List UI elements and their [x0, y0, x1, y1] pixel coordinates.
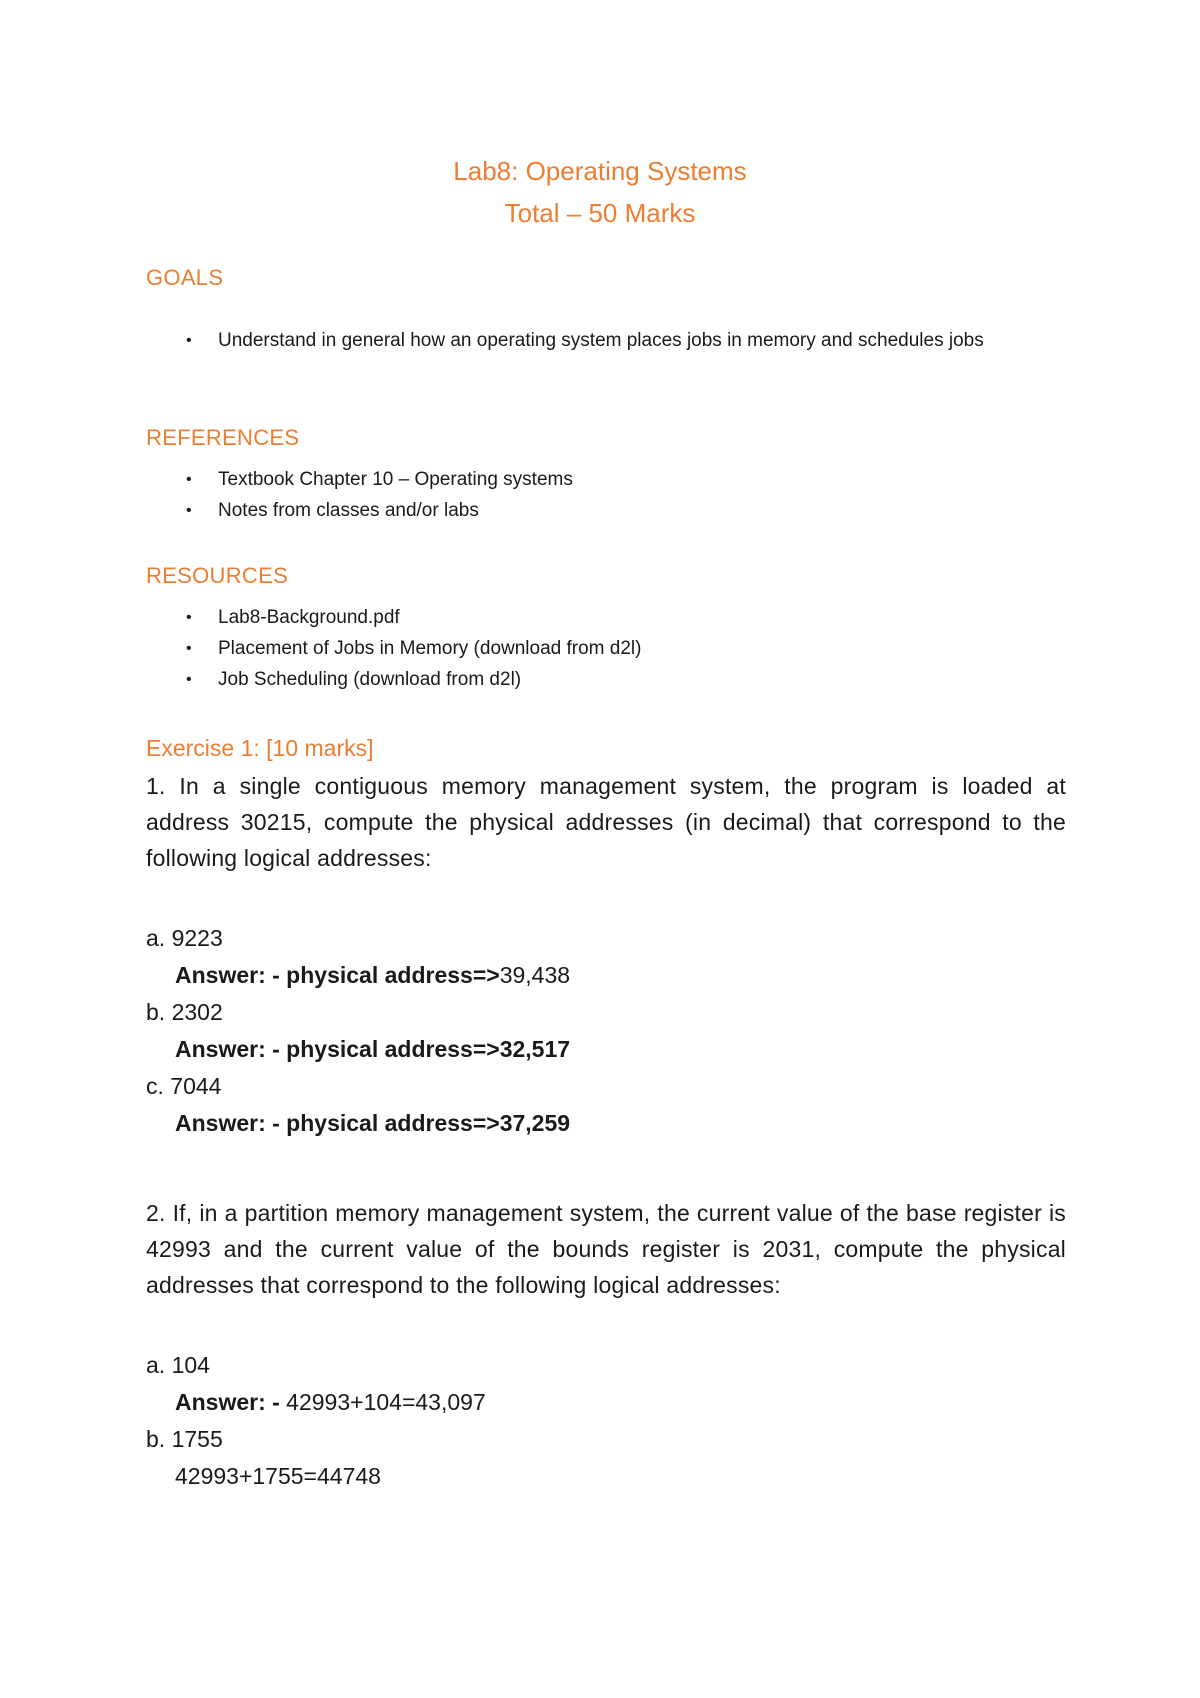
- list-item-text: Understand in general how an operating system places jobs in memory and schedules jobs: [218, 330, 984, 351]
- list-item-text: Lab8-Background.pdf: [218, 607, 400, 628]
- bullet-icon: •: [186, 471, 192, 488]
- question-1-text: 1. In a single contiguous memory management system, the program is loaded at address 30215, compute the physical addresses (in decimal) that correspond to the following logical addresses:: [146, 773, 1066, 871]
- answer-value: 37,259: [499, 1110, 571, 1136]
- document-subtitle: Total – 50 Marks: [504, 198, 696, 228]
- q1-item-c-label: c. 7044: [146, 1073, 222, 1099]
- list-item-text: Textbook Chapter 10 – Operating systems: [218, 469, 573, 490]
- list-item: [146, 464, 1086, 495]
- q2-item-a-answer: [175, 1389, 486, 1416]
- answer-prefix: Answer: - physical address=>: [175, 1036, 500, 1062]
- list-item-text: Placement of Jobs in Memory (download from d2l): [218, 638, 642, 659]
- question-2-text: 2. If, in a partition memory management system, the current value of the base register is 42993 and the current value of the bounds register is 2031, compute the physical addresses that correspond to the following logical addresses:: [146, 1200, 1066, 1298]
- q1-item-a-answer: [175, 962, 570, 989]
- references-heading: REFERENCES: [146, 425, 300, 450]
- bullet-icon: •: [186, 671, 192, 688]
- references-list: [146, 464, 1086, 526]
- q1-item-a-label: a. 9223: [146, 925, 223, 951]
- bullet-icon: •: [186, 609, 192, 626]
- list-item-text: Job Scheduling (download from d2l): [218, 669, 522, 690]
- list-item: [146, 495, 1086, 526]
- q1-item-c-answer: [175, 1110, 570, 1137]
- list-item: [146, 664, 1086, 695]
- document-title: Lab8: Operating Systems: [453, 156, 747, 186]
- answer-value: 39,438: [499, 962, 571, 988]
- resources-list: [146, 602, 1086, 695]
- goals-list: [146, 325, 1086, 356]
- bullet-icon: •: [186, 332, 192, 349]
- goals-heading: GOALS: [146, 265, 224, 290]
- q2-item-a-label: a. 104: [146, 1352, 210, 1378]
- q2-item-b-label: b. 1755: [146, 1426, 223, 1452]
- answer-value: 42993+104=43,097: [279, 1389, 486, 1415]
- bullet-icon: •: [186, 640, 192, 657]
- list-item: [146, 325, 1086, 356]
- answer-prefix: Answer: - physical address=>: [175, 962, 500, 988]
- list-item-text: Notes from classes and/or labs: [218, 500, 479, 521]
- q2-item-b-answer: [175, 1463, 381, 1490]
- answer-value: 42993+1755=44748: [175, 1463, 381, 1489]
- list-item: [146, 633, 1086, 664]
- exercise1-heading: Exercise 1: [10 marks]: [146, 735, 374, 761]
- q1-item-b-answer: [175, 1036, 570, 1063]
- answer-prefix: Answer: -: [175, 1389, 280, 1415]
- bullet-icon: •: [186, 502, 192, 519]
- answer-value: 32,517: [499, 1036, 571, 1062]
- resources-heading: RESOURCES: [146, 563, 289, 588]
- q1-item-b-label: b. 2302: [146, 999, 223, 1025]
- answer-prefix: Answer: - physical address=>: [175, 1110, 500, 1136]
- list-item: [146, 602, 1086, 633]
